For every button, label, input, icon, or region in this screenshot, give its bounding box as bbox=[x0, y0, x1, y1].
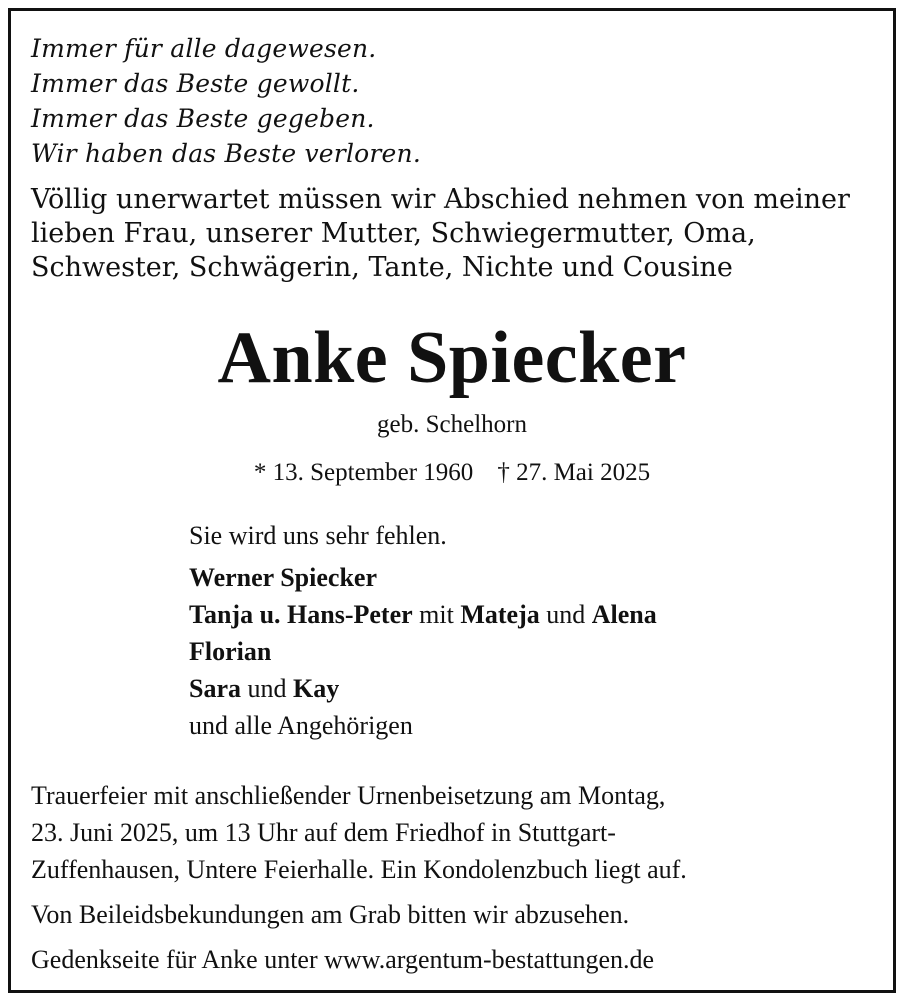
intro-line: Völlig unerwartet müssen wir Abschied nehmen von meiner bbox=[31, 184, 850, 215]
family-name: Kay bbox=[293, 674, 340, 703]
motto-line: Immer das Beste gewollt. bbox=[31, 69, 360, 98]
family-name: Alena bbox=[591, 600, 657, 629]
deceased-name: Anke Spiecker bbox=[217, 317, 687, 399]
ceremony-line: Zuffenhausen, Untere Feierhalle. Ein Kondolenzbuch liegt auf. bbox=[31, 855, 687, 884]
family-line bbox=[189, 596, 893, 633]
family-lead: Sie wird uns sehr fehlen. bbox=[189, 521, 447, 550]
family-connector: und bbox=[539, 600, 592, 629]
family-connector: und bbox=[241, 674, 293, 703]
motto-line: Immer das Beste gegeben. bbox=[31, 104, 375, 133]
motto-line: Immer für alle dagewesen. bbox=[31, 34, 377, 63]
obituary-frame bbox=[8, 8, 896, 993]
intro-line: lieben Frau, unserer Mutter, Schwiegermutter, Oma, bbox=[31, 218, 756, 249]
family-signatures bbox=[189, 517, 893, 744]
condolence-note: Von Beileidsbekundungen am Grab bitten wir abzusehen. bbox=[31, 900, 630, 929]
birth-date: * 13. September 1960 bbox=[253, 459, 474, 486]
intro-line: Schwester, Schwägerin, Tante, Nichte und Cousine bbox=[31, 252, 733, 283]
family-line: Werner Spiecker bbox=[189, 563, 377, 592]
memorial-page-note: Gedenkseite für Anke unter www.argentum-bestattungen.de bbox=[31, 945, 655, 974]
family-line: und alle Angehörigen bbox=[189, 711, 413, 740]
death-date: † 27. Mai 2025 bbox=[497, 459, 651, 486]
family-line: Florian bbox=[189, 637, 272, 666]
life-dates bbox=[11, 457, 893, 489]
family-connector: mit bbox=[412, 600, 461, 629]
motto-verse bbox=[31, 31, 893, 171]
maiden-name: geb. Schelhorn bbox=[377, 411, 527, 438]
family-name: Sara bbox=[189, 674, 241, 703]
ceremony-line: 23. Juni 2025, um 13 Uhr auf dem Friedhof in Stuttgart- bbox=[31, 818, 616, 847]
family-line bbox=[189, 670, 893, 707]
intro-text bbox=[31, 183, 877, 285]
ceremony-info bbox=[31, 777, 881, 978]
family-name: Tanja u. Hans-Peter bbox=[189, 600, 413, 629]
motto-line: Wir haben das Beste verloren. bbox=[31, 139, 421, 168]
ceremony-line: Trauerfeier mit anschließender Urnenbeisetzung am Montag, bbox=[31, 781, 666, 810]
family-name: Mateja bbox=[460, 600, 540, 629]
